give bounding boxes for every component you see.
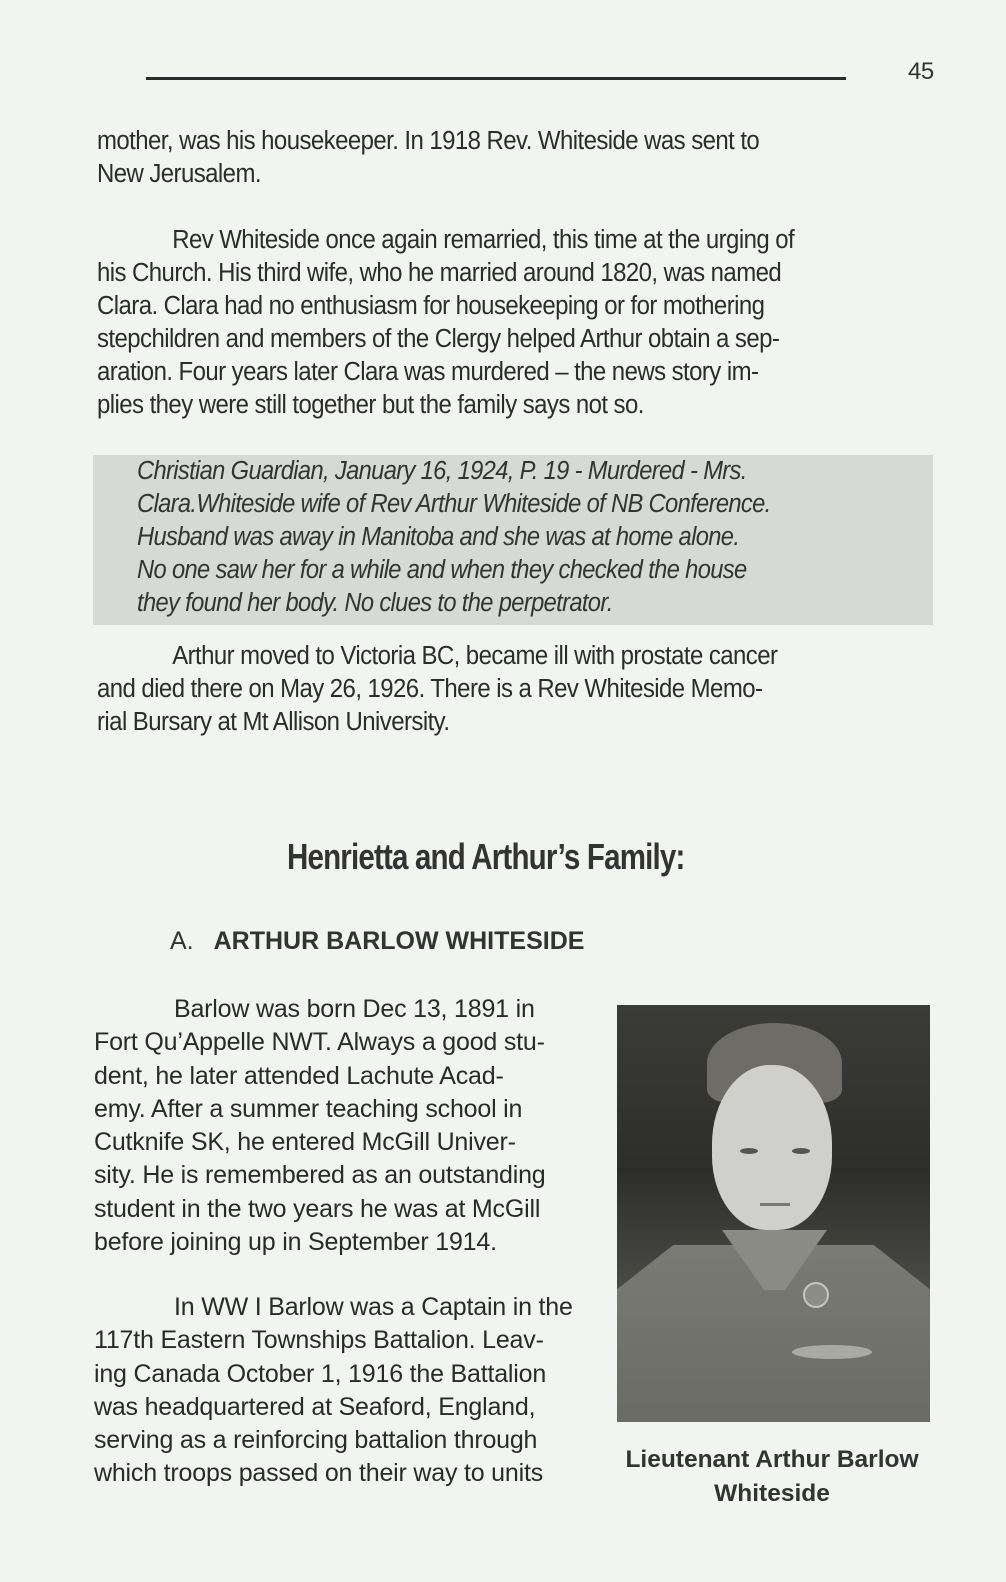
text-line: stepchildren and members of the Clergy helped Arthur obtain a sep-	[97, 325, 780, 353]
collar-badge-icon	[803, 1282, 829, 1308]
paragraph-birth	[94, 993, 614, 1259]
text-line: New Jerusalem.	[97, 160, 261, 188]
text-line: Fort Qu’Appelle NWT. Always a good stu-	[94, 1028, 545, 1057]
portrait-photo	[617, 1005, 930, 1422]
subheading	[170, 927, 584, 956]
text-line: mother, was his housekeeper. In 1918 Rev. Whiteside was sent to	[97, 127, 760, 155]
text-line: serving as a reinforcing battalion through	[94, 1426, 538, 1455]
text-line: emy. After a summer teaching school in	[94, 1094, 523, 1123]
text-line: student in the two years he was at McGill	[94, 1194, 541, 1223]
paragraph-victoria	[97, 640, 896, 739]
text-line: ing Canada October 1, 1916 the Battalion	[94, 1359, 547, 1388]
page-number: 45	[908, 58, 934, 85]
quote-line: Christian Guardian, January 16, 1924, P. 19 - Murdered - Mrs.	[137, 457, 747, 485]
text-line: and died there on May 26, 1926. There is a Rev Whiteside Memo-	[97, 675, 763, 703]
photo-eye	[792, 1148, 810, 1154]
text-line: In WW I Barlow was a Captain in the	[174, 1293, 573, 1321]
newspaper-quote	[137, 455, 771, 620]
paragraph-remarriage	[97, 224, 896, 422]
text-line: Arthur moved to Victoria BC, became ill with prostate cancer	[172, 642, 778, 670]
subheading-letter: A.	[170, 927, 194, 955]
quote-line: they found her body. No clues to the perpetrator.	[137, 589, 613, 617]
subheading-name: ARTHUR BARLOW WHITESIDE	[213, 927, 585, 955]
quote-line: Husband was away in Manitoba and she was at home alone.	[137, 523, 740, 551]
text-line: his Church. His third wife, who he married around 1820, was named	[97, 259, 782, 287]
photo-eye	[740, 1148, 758, 1154]
quote-line: No one saw her for a while and when they checked the house	[137, 556, 747, 584]
text-line: Cutknife SK, he entered McGill Univer-	[94, 1128, 516, 1157]
pilot-wings-icon	[792, 1345, 872, 1359]
section-heading: Henrietta and Arthur’s Family:	[287, 836, 685, 877]
text-line: 117th Eastern Townships Battalion. Leav-	[94, 1326, 544, 1355]
header-rule	[146, 77, 846, 80]
text-line: Barlow was born Dec 13, 1891 in	[174, 995, 535, 1023]
caption-line: Whiteside	[714, 1480, 830, 1507]
text-line: before joining up in September 1914.	[94, 1228, 497, 1257]
text-line: which troops passed on their way to units	[94, 1459, 543, 1488]
photo-mouth	[760, 1203, 790, 1206]
text-line: Rev Whiteside once again remarried, this time at the urging of	[172, 226, 795, 254]
text-line: sity. He is remembered as an outstanding	[94, 1161, 546, 1190]
text-line: rial Bursary at Mt Allison University.	[97, 708, 450, 736]
paragraph-ww1	[94, 1291, 614, 1491]
caption-line: Lieutenant Arthur Barlow	[625, 1446, 919, 1473]
text-line: was headquartered at Seaford, England,	[94, 1392, 536, 1421]
text-line: aration. Four years later Clara was murdered – the news story im-	[97, 358, 759, 386]
text-line: dent, he later attended Lachute Acad-	[94, 1061, 504, 1090]
photo-caption	[602, 1443, 942, 1511]
paragraph-continued	[97, 125, 896, 191]
text-line: plies they were still together but the family says not so.	[97, 391, 644, 419]
text-line: Clara. Clara had no enthusiasm for housekeeping or for mothering	[97, 292, 765, 320]
quote-line: Clara.Whiteside wife of Rev Arthur Whiteside of NB Conference.	[137, 490, 771, 518]
